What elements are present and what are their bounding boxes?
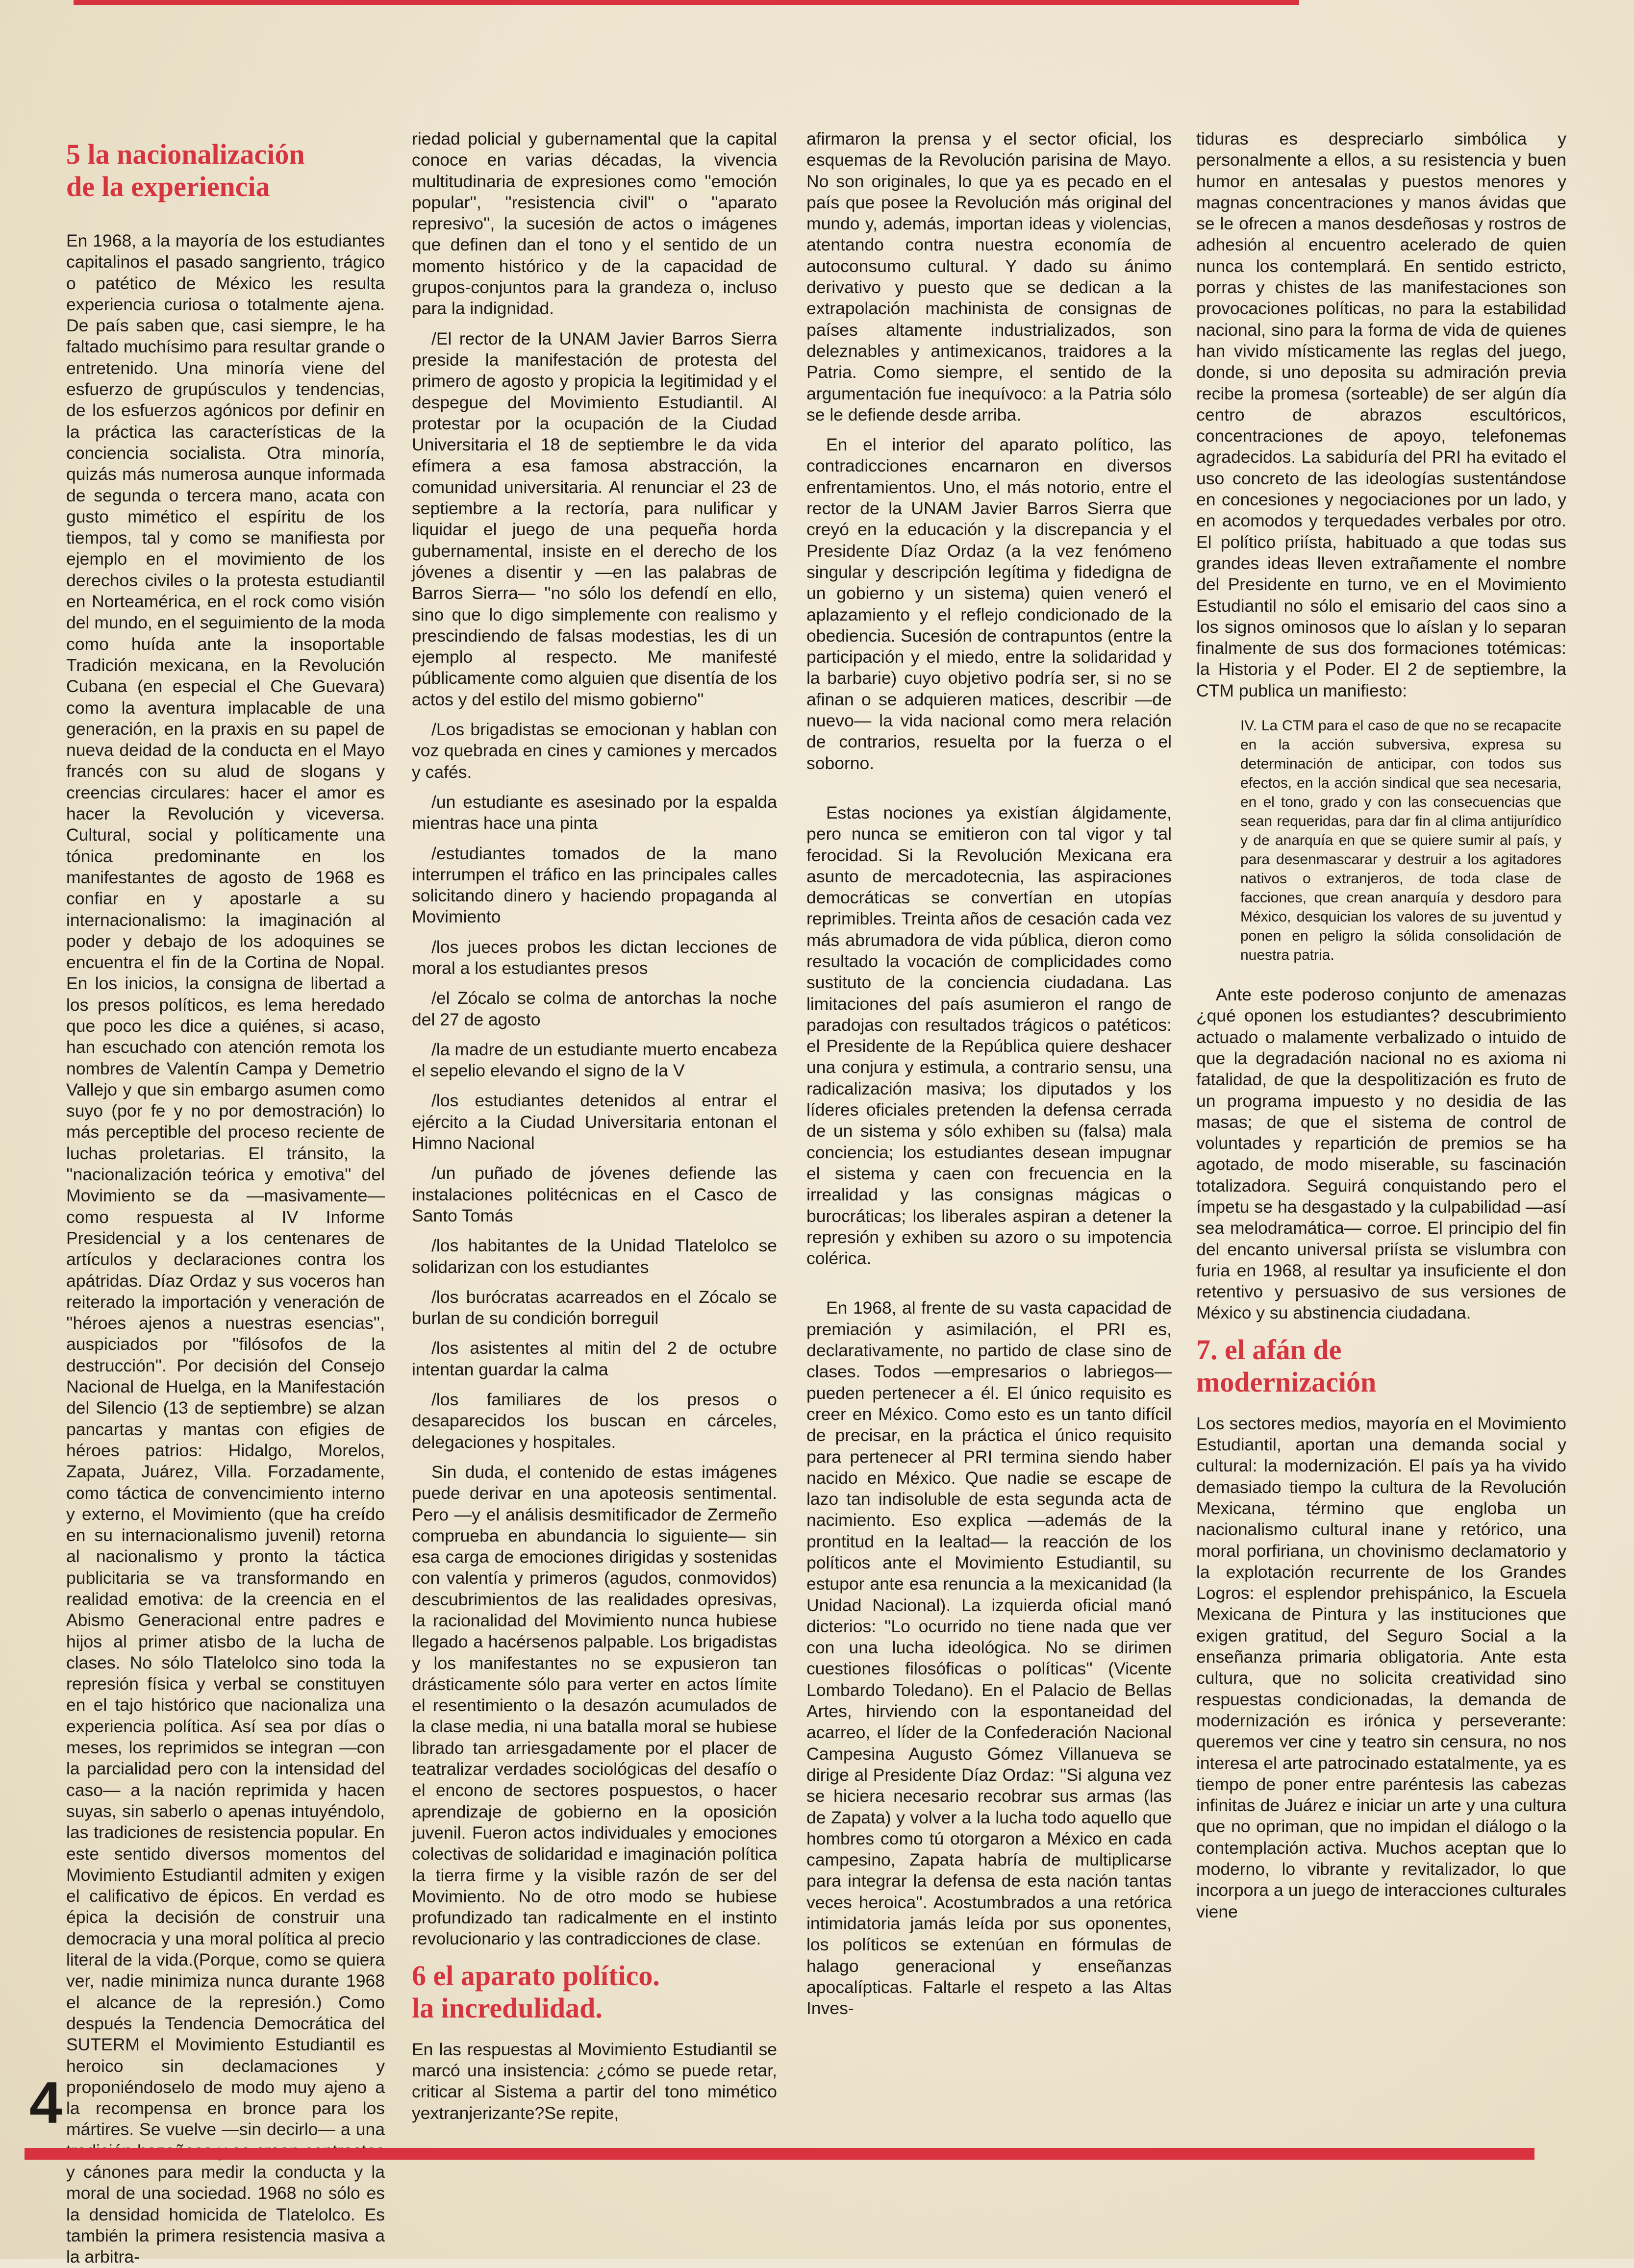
section-7-heading	[1196, 1334, 1566, 1398]
col2-paragraph: /los asistentes al mitin del 2 de octubre intentan guardar la calma	[412, 1338, 777, 1379]
column-2	[412, 128, 777, 2123]
bottom-red-rule	[25, 2148, 1534, 2160]
col2-paragraph: /los burócratas acarreados en el Zócalo se burlan de su condición borreguil	[412, 1287, 777, 1328]
ctm-manifesto-quote: IV. La CTM para el caso de que no se recapacite en la acción subversiva, expresa su determinación de anticipar, con todos sus efectos, en la acción sindical que sea necesaria, en el tono, grado y con las consecuencias que sean requeridas, para dar fin al clima antijurídico y de anarquía en que se quiere sumir al país, y para desenmascarar y destruir a los agitadores nativos o extranjeros, de toda clase de facciones, que crean anarquía y desdoro para México, desquician los valores de su juventud y ponen en peligro la sólida consolidación de nuestra patria.	[1240, 718, 1561, 964]
col2-paragraph: /el Zócalo se colma de antorchas la noche del 27 de agosto	[412, 988, 777, 1029]
col3-paragraph: afirmaron la prensa y el sector oficial, los esquemas de la Revolución parisina de Mayo. No son originales, lo que ya es pecado en el país que posee la Revolución más original del mundo y, además, importan ideas y violencias, atentando contra nuestra economía de autoconsumo cultural. Y dado su ánimo derivativo y puesto que se dedican a la extrapolación machinista de consignas de países altamente industrializados, son deleznables y antimexicanos, traidores a la Patria. Como siempre, el sentido de la argumentación fue inequívoco: a la Patria sólo se le defiende desde arriba.	[806, 129, 1172, 424]
col2-paragraph: riedad policial y gubernamental que la capital conoce en varias décadas, la vivencia multitudinaria de expresiones como ''emoción popular'', ''resistencia civil'' o ''aparato represivo'', la sucesión de actos o imágenes que definen dan el tono y el sentido de un momento histórico y de la capacidad de grupos-conjuntos para la grandeza o, incluso para la indignidad.	[412, 129, 777, 319]
col3-paragraph: Estas nociones ya existían álgidamente, pero nunca se emitieron con tal vigor y tal ferocidad. Si la Revolución Mexicana era asunto de mercadotecnia, las aspiraciones democráticas se convertían en utopías reprimibles. Treinta años de cesación cada vez más abrumadora de vida pública, dieron como resultado la vocación de complicidades como sustituto de la conciencia ciudadana. Las limitaciones del país asumieron el rango de paradojas con resultados trágicos o patéticos: el Presidente de la República quiere deshacer una conjura y estimula, a contrario sensu, una radicalización masiva; los diputados y los líderes oficiales pretenden la defensa cerrada de un sistema y sólo exhiben su (falsa) mala conciencia; los estudiantes desean impugnar el sistema y caen con frecuencia en la irrealidad y las consignas mágicas o burocráticas; los liberales aspiran a detener la represión y exhiben su azoro o su impotencia colérica.	[806, 802, 1172, 1269]
col1-paragraph: En 1968, a la mayoría de los estudiantes capitalinos el pasado sangriento, trágico o patético de México les resulta experiencia curiosa o totalmente ajena. De país saben que, casi siempre, le ha faltado muchísimo para resultar grande o entretenido. Una minoría viene del esfuerzo de grupúsculos y tendencias, de los esfuerzos agónicos por definir en la práctica las características de la conciencia socialista. Otra minoría, quizás más numerosa aunque informada de segunda o tercera mano, acata con gusto mimético el espíritu de los tiempos, tal y como se manifiesta por ejemplo en el movimiento de los derechos civiles o la protesta estudiantil en Norteamérica, en el rock como visión del mundo, en el seguimiento de la moda como huída ante la insoportable Tradición mexicana, en la Revolución Cubana (en especial el Che Guevara) como la aventura implacable de una generación, en la praxis en su papel de nueva deidad de la conducta en el Mayo francés con su alud de slogans y creencias circulares: hacer el amor es hacer la Revolución y viceversa. Cultural, social y políticamente una tónica predominante en los manifestantes de agosto de 1968 es confiar en y apostarle a su internacionalismo: la imaginación al poder y debajo de los adoquines se encuentra el fin de la Cortina de Nopal. En los inicios, la consigna de libertad a los presos políticos, es lema heredado que poco les dice a quiénes, si acaso, han escuchado con atención remota los nombres de Valentín Campa y Demetrio Vallejo y que sin embargo asumen como suyo (por fe y no por demostración) lo más perceptible del proceso reciente de luchas proletarias. El tránsito, la ''nacionalización teórica y emotiva'' del Movimiento se da —masivamente— como respuesta al IV Informe Presidencial y a los centenares de artículos y declaraciones contra los apátridas. Díaz Ordaz y sus voceros han reiterado la importación y veneración de ''héroes ajenos a nuestras esencias'', auspiciados por ''filósofos de la destrucción''. Por decisión del Consejo Nacional de Huelga, en la Manifestación del Silencio (13 de septiembre) se alzan pancartas y mantas con efigies de héroes patrios: Hidalgo, Morelos, Zapata, Juárez, Villa. Forzadamente, como táctica de convencimiento interno y externo, el Movimiento (que ha creído en su internacionalismo juvenil) retorna al nacionalismo y pronto la táctica publicitaria se va transformando en realidad emotiva: de la creencia en el Abismo Generacional entre padres e hijos al primer atisbo de la lucha de clases. No sólo Tlatelolco sino toda la represión física y verbal se constituyen en el tajo histórico que nacionaliza una experiencia política. Así sea por días o meses, los reprimidos se integran —con la parcialidad pero con la intensidad del caso— a la nación reprimida y hacen suyas, sin saberlo o apenas intuyéndolo, las tradiciones de resistencia popular. En este sentido diversos momentos del Movimiento Estudiantil admiten y exigen el calificativo de épicos. En verdad es épica la decisión de construir una democracia y una moral política al precio literal de la vida.(Porque, como se quiera ver, nadie minimiza nunca durante 1968 el alcance de la represión.) Como después la Tendencia Democrática del SUTERM el Movimiento Estudiantil es heroico sin declamaciones y proponiéndoselo de modo muy ajeno a la recompensa en bronce para los mártires. Se vuelve —sin decirlo— a una y cánones para medir la conducta y la moral de una sociedad. 1968 no sólo es la densidad homicida de Tlatelolco. Es también la primera resistencia masiva a la arbitra-	[66, 231, 385, 2267]
col2-paragraph: /los jueces probos les dictan lecciones de moral a los estudiantes presos	[412, 937, 777, 978]
col4-paragraph: tiduras es despreciarlo simbólica y personalmente a ellos, a su resistencia y buen humor en antesalas y puestos menores y magnas concentraciones y manos ávidas que se le ofrecen a manos desdeñosas y rostros de adhesión al encuentro acelerado de quien nunca los contemplará. En sentido estricto, porras y chistes de las manifestaciones son provocaciones políticas, no para la estabilidad nacional, sino para la forma de vida de quienes han vivido místicamente las reglas del juego, donde, si uno deposita su admiración previa recibe la promesa (sorteable) de ser algún día centro de abrazos escultóricos, concentraciones de apoyo, telefonemas agradecidos. La sabiduría del PRI ha evitado el uso concreto de las ideologías sustentándose en concesiones y negociaciones por un lado, y en acomodos y terquedades verbales por otro. El político priísta, habituado a que todas sus grandes ideas lleven extrañamente el nombre del Presidente en turno, ve en el Movimiento Estudiantil no sólo el emisario del caos sino a los signos ominosos que lo aíslan y lo separan finalmente de sus dos formaciones totémicas: la Historia y el Poder. El 2 de septiembre, la CTM publica un manifiesto:	[1196, 129, 1566, 700]
section-7-heading-line2: modernización	[1196, 1366, 1377, 1398]
col2-paragraph: /un estudiante es asesinado por la espalda mientras hace una pinta	[412, 792, 777, 833]
col2-paragraph: /estudiantes tomados de la mano interrumpen el tráfico en las principales calles solicitando dinero y haciendo propaganda al Movimiento	[412, 843, 777, 927]
col2-paragraph: /un puñado de jóvenes defiende las instalaciones politécnicas en el Casco de Santo Tomás	[412, 1163, 777, 1225]
col2-paragraph: /la madre de un estudiante muerto encabeza el sepelio elevando el signo de la V	[412, 1039, 777, 1081]
col2-paragraph: /Los brigadistas se emocionan y hablan con voz quebrada en cines y camiones y mercados y cafés.	[412, 720, 777, 782]
col2-paragraph: /los estudiantes detenidos al entrar el ejército a la Ciudad Universitaria entonan el Himno Nacional	[412, 1091, 777, 1153]
section-5-heading-line1: 5 la nacionalización	[66, 138, 305, 170]
column-1	[66, 230, 385, 2267]
section-7-heading-line1: 7. el afán de	[1196, 1333, 1342, 1366]
col3-paragraph: En 1968, al frente de su vasta capacidad de premiación y asimilación, el PRI es, declarativamente, no partido de clase sino de clases. Todos —empresarios o labriegos— pueden pertenecer a él. El único requisito es creer en México. Como esto es un tanto difícil de precisar, en la práctica el único requisito para pertenecer al PRI termina siendo haber nacido en México. Que nadie se escape de lazo tan indisoluble de esta segunda acta de nacimiento. Eso explica —además de la prontitud en la lealtad— la reacción de los políticos ante el Movimiento Estudiantil, su estupor ante esa renuncia a la mexicanidad (la Unidad Nacional). La izquierda oficial manó dicterios: ''Lo ocurrido no tiene nada que ver con una lucha ideológica. No se dirimen cuestiones filosóficas o políticas'' (Vicente Lombardo Toledano). En el Palacio de Bellas Artes, hirviendo con la espontaneidad del acarreo, el líder de la Confederación Nacional Campesina Augusto Gómez Villanueva se dirige al Presidente Díaz Ordaz: ''Si alguna vez se hiciera necesario recobrar sus armas (las de Zapata) y volver a la lucha todo aquello que hombres como tú otorgaron a México en cada campesino, Zapata habría de multiplicarse para integrar la defensa de esta nación tantas veces heroica''. Acostumbrados a una retórica intimidatoria jamás leída por sus oponentes, los políticos se extenúan en fórmulas de halago generacional y enseñanzas apocalípticas. Faltarle el respeto a las Altas Inves-	[806, 1298, 1172, 2019]
col2-paragraph: /los familiares de los presos o desaparecidos los buscan en cárceles, delegaciones y hospitales.	[412, 1390, 777, 1452]
col4-paragraph: Ante este poderoso conjunto de amenazas ¿qué oponen los estudiantes? descubrimiento actuado o malamente verbalizado o intuido de que la degradación nacional no es axioma ni fatalidad, de que la despolitización es fruto de un programa impuesto y no desidia de las masas; de que el sistema de control de voluntades y repartición de premios se ha agotado, de modo miserable, su fascinación totalizadora. Seguirá conquistando pero el ímpetu se ha desgastado y la culpabilidad —así sea melodramática— corroe. El principio del fin del encanto universal priísta se vislumbra con furia en 1968, al resultar ya insuficiente el don retentivo y persuasivo de sus versiones de México y su abstinencia ciudadana.	[1196, 985, 1566, 1323]
section-6-heading-line2: la incredulidad.	[412, 1992, 603, 2024]
column-3	[806, 128, 1172, 2094]
col2-paragraph: /los habitantes de la Unidad Tlatelolco se solidarizan con los estudiantes	[412, 1236, 777, 1277]
col2-paragraph: Sin duda, el contenido de estas imágenes puede derivar en una apoteosis sentimental. Pero —y el análisis desmitificador de Zermeño comprueba en abundancia lo siguiente— sin esa carga de emociones dirigidas y sostenidas con valentía y primeros (agudos, conmovidos) descubrimientos de las realidades opresivas, la racionalidad del Movimiento nunca hubiese llegado a hacérsenos palpable. Los brigadistas y los manifestantes no se expusieron tan drásticamente sólo para verter en actos límite el resentimiento o la desazón acumulados de la clase media, ni una batalla moral se hubiese librado tan arriesgadamente por el placer de teatralizar verdades sociológicas del desafío o el encono de sectores pospuestos, o hacer aprendizaje de gobierno en la oposición juvenil. Fueron actos individuales y emociones colectivas de solidaridad e imaginación política la tierra firme y la visible razón de ser del Movimiento. No de otro modo se hubiese profundizado tan radicalmente en el instinto revolucionario y las contradicciones de clase.	[412, 1462, 777, 1949]
section-6-heading-line1: 6 el aparato político.	[412, 1959, 660, 1992]
top-red-rule	[74, 0, 1299, 5]
column-4	[1196, 128, 1566, 2094]
page-number: 4	[29, 2070, 62, 2136]
section-6-heading	[412, 1960, 777, 2024]
section-5-heading	[66, 138, 409, 203]
section-5-heading-line2: de la experiencia	[66, 171, 270, 202]
col2-paragraph: En las respuestas al Movimiento Estudiantil se marcó una insistencia: ¿cómo se puede retar, criticar al Sistema a partir del tono mimético yextranjerizante?Se repite,	[412, 2039, 777, 2123]
col3-paragraph: En el interior del aparato político, las contradicciones encarnaron en diversos enfrentamientos. Uno, el más notorio, entre el rector de la UNAM Javier Barros Sierra que creyó en la educación y la discrepancia y el Presidente Díaz Ordaz (a la vez fenómeno singular y descripción legítima y fidedigna de un gobierno y un sistema) quien veneró el aplazamiento y el reflejo condicionado de la obediencia. Sucesión de contrapuntos (entre la participación y el miedo, entre la solidaridad y la barbarie) cuyo objetivo podría ser, si no se afinan o se adquieren matices, describir —de nuevo— la vida nacional como mera relación de contrarios, resuelta por la fuerza o el soborno.	[806, 435, 1172, 773]
col2-paragraph: /El rector de la UNAM Javier Barros Sierra preside la manifestación de protesta del primero de agosto y propicia la legitimidad y el despegue del Movimiento Estudiantil. Al protestar por la ocupación de la Ciudad Universitaria el 18 de septiembre le da vida efímera a esa famosa abstracción, la comunidad universitaria. Al renunciar el 23 de septiembre a la rectoría, para nulificar y liquidar el juego de una pequeña horda gubernamental, insiste en el derecho de los jóvenes a disentir y —en las palabras de Barros Sierra— ''no sólo los defendí en ello, sino que lo digo simplemente con realismo y prescindiendo de falsas modestias, les di un ejemplo al respecto. Me manifesté públicamente como alguien que disentía de los actos y del estilo del mismo gobierno''	[412, 328, 777, 709]
col4-paragraph: Los sectores medios, mayoría en el Movimiento Estudiantil, aportan una demanda social y cultural: la modernización. El país ya ha vivido demasiado tiempo la cultura de la Revolución Mexicana, término que engloba un nacionalismo cultural inane y retórico, una moral porfiriana, un chovinismo declamatorio y la explotación recurrente de los Grandes Logros: el esplendor prehispánico, la Escuela Mexicana de Pintura y las instituciones que exigen gratitud, del Seguro Social a la enseñanza primaria obligatoria. Ante esta cultura, que no solicita creatividad sino respuestas condicionadas, la demanda de modernización es irónica y perseverante: queremos ver cine y teatro sin censura, no nos interesa el arte patrocinado estatalmente, ya es tiempo de poner entre paréntesis las cabezas infinitas de Juárez e iniciar un arte y una cultura que no opriman, que no impidan el diálogo o la contemplación activa. Muchos aceptan que lo moderno, lo vibrante y revitalizador, lo que incorpora a un juego de interacciones culturales viene	[1196, 1413, 1566, 1921]
